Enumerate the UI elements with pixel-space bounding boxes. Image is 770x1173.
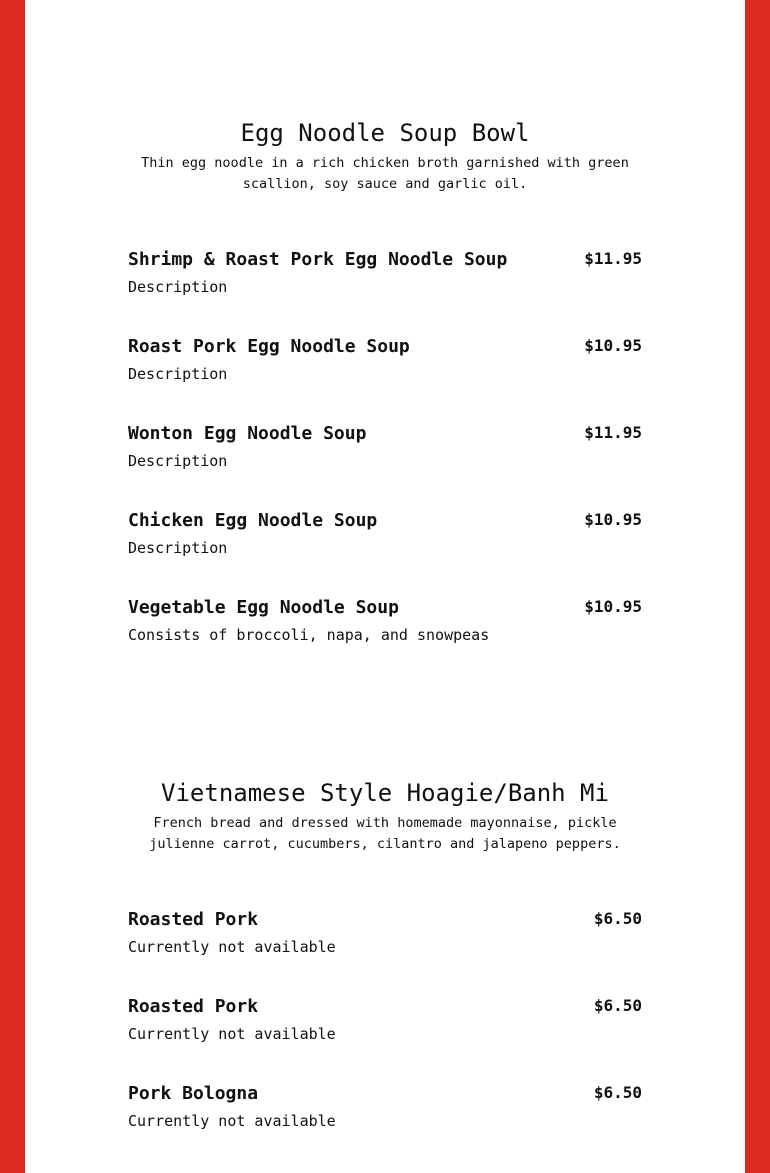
- menu-section-banh-mi: [128, 778, 642, 1169]
- menu-item-name: Chicken Egg Noodle Soup: [128, 510, 378, 531]
- section-title: Egg Noodle Soup Bowl: [240, 119, 530, 147]
- menu-item-price: $10.95: [584, 336, 642, 355]
- left-accent-bar: [0, 0, 25, 1173]
- menu-item-description: Currently not available: [128, 938, 336, 956]
- menu-item-name: Roasted Pork: [128, 996, 259, 1017]
- menu-item-price: $10.95: [584, 597, 642, 616]
- menu-item-price: $11.95: [584, 249, 642, 268]
- section-title: Vietnamese Style Hoagie/Banh Mi: [161, 779, 609, 807]
- menu-item-price: $6.50: [593, 996, 642, 1015]
- menu-item-description: Currently not available: [128, 1025, 336, 1043]
- menu-item-name: Vegetable Egg Noodle Soup: [128, 597, 399, 618]
- menu-item[interactable]: [128, 335, 642, 422]
- menu-item-description: Description: [128, 539, 228, 557]
- menu-item-list: [128, 908, 642, 1169]
- menu-item-price: $10.95: [584, 510, 642, 529]
- menu-item-description: Description: [128, 365, 228, 383]
- menu-item[interactable]: [128, 1082, 642, 1169]
- menu-item-description: Currently not available: [128, 1112, 336, 1130]
- menu-item-list: [128, 248, 642, 683]
- menu-section-egg-noodle-soup: [128, 118, 642, 683]
- menu-item-name: Roasted Pork: [128, 909, 259, 930]
- menu-item-name: Pork Bologna: [128, 1083, 259, 1104]
- menu-item[interactable]: [128, 422, 642, 509]
- menu-page: [25, 0, 745, 1173]
- menu-item-name: Shrimp & Roast Pork Egg Noodle Soup: [128, 249, 508, 270]
- menu-item[interactable]: [128, 995, 642, 1082]
- menu-item-description: Description: [128, 278, 228, 296]
- right-accent-bar: [745, 0, 770, 1173]
- menu-item-description: Consists of broccoli, napa, and snowpeas: [128, 626, 490, 644]
- section-description: French bread and dressed with homemade mayonnaise, pickle julienne carrot, cucumbers, cilantro and jalapeno peppers.: [149, 815, 621, 852]
- menu-item[interactable]: [128, 596, 642, 683]
- menu-item-name: Roast Pork Egg Noodle Soup: [128, 336, 410, 357]
- section-description: Thin egg noodle in a rich chicken broth garnished with green scallion, soy sauce and garlic oil.: [141, 155, 629, 192]
- menu-item-price: $11.95: [584, 423, 642, 442]
- menu-item[interactable]: [128, 908, 642, 995]
- menu-item-price: $6.50: [593, 1083, 642, 1102]
- menu-item-name: Wonton Egg Noodle Soup: [128, 423, 367, 444]
- menu-item[interactable]: [128, 509, 642, 596]
- menu-item-description: Description: [128, 452, 228, 470]
- menu-item-price: $6.50: [593, 909, 642, 928]
- menu-item[interactable]: [128, 248, 642, 335]
